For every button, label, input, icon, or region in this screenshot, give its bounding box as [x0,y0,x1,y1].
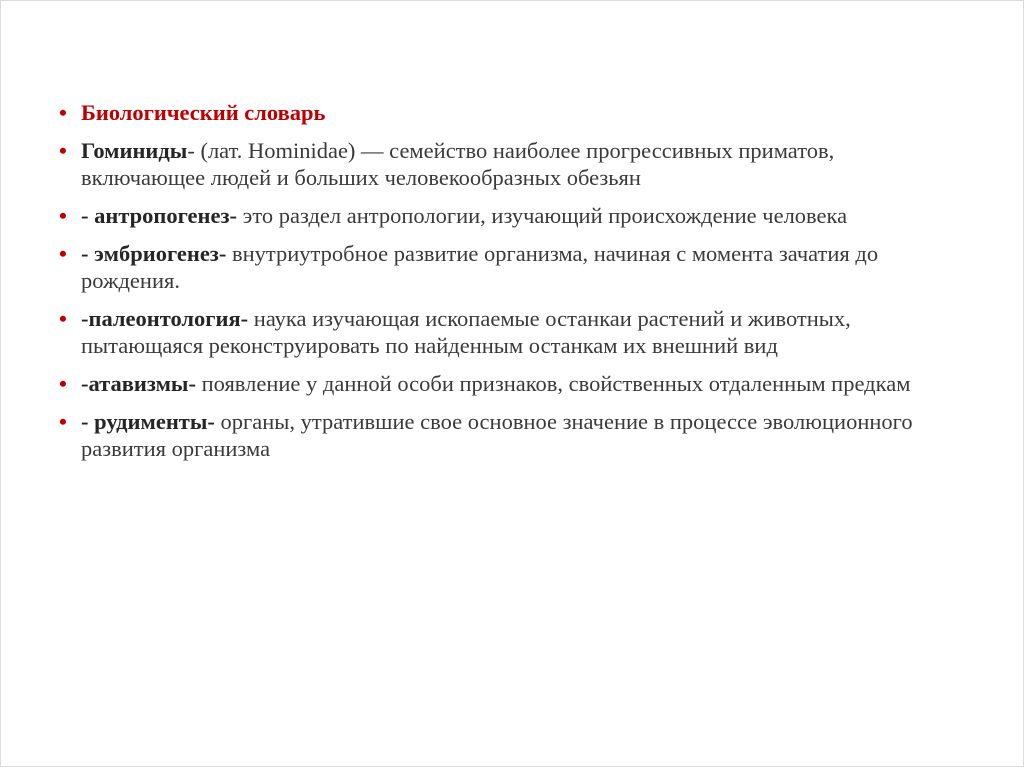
glossary-item-anthropogenesis [59,202,929,229]
bullet-icon: • [59,203,67,228]
glossary-item-embryogenesis [59,240,929,294]
bullet-icon: • [59,371,67,396]
glossary-list [59,99,929,473]
definition-paleontology: наука изучающая ископаемые останкаи растений и животных, пытающаяся реконструировать по найденным останкам их внешний вид [81,306,851,358]
definition-hominids: - (лат. Hominidae) — семейство наиболее прогрессивных приматов, включающее людей и больших человекообразных обезьян [81,138,835,190]
glossary-item-rudiments [59,408,929,462]
glossary-item-paleontology [59,305,929,359]
bullet-icon: • [59,100,67,125]
term-rudiments: - рудименты- [81,409,215,434]
term-paleontology: -палеонтология- [81,306,249,331]
term-atavisms: -атавизмы- [81,371,196,396]
glossary-heading: Биологический словарь [81,100,326,125]
definition-rudiments: органы, утратившие свое основное значение в процессе эволюционного развития организма [81,409,913,461]
bullet-icon: • [59,306,67,331]
definition-anthropogenesis: это раздел антропологии, изучающий происхождение человека [237,203,848,228]
term-embryogenesis: - эмбриогенез- [81,241,227,266]
definition-embryogenesis: внутриутробное развитие организма, начиная с момента зачатия до рождения. [81,241,879,293]
glossary-item-atavisms [59,370,929,397]
glossary-item-hominids [59,137,929,191]
bullet-icon: • [59,241,67,266]
bullet-icon: • [59,138,67,163]
definition-atavisms: появление у данной особи признаков, свойственных отдаленным предкам [195,371,911,396]
term-anthropogenesis: - антропогенез- [81,203,238,228]
glossary-heading-item [59,99,929,126]
term-hominids: Гоминиды [81,138,188,163]
bullet-icon: • [59,409,67,434]
